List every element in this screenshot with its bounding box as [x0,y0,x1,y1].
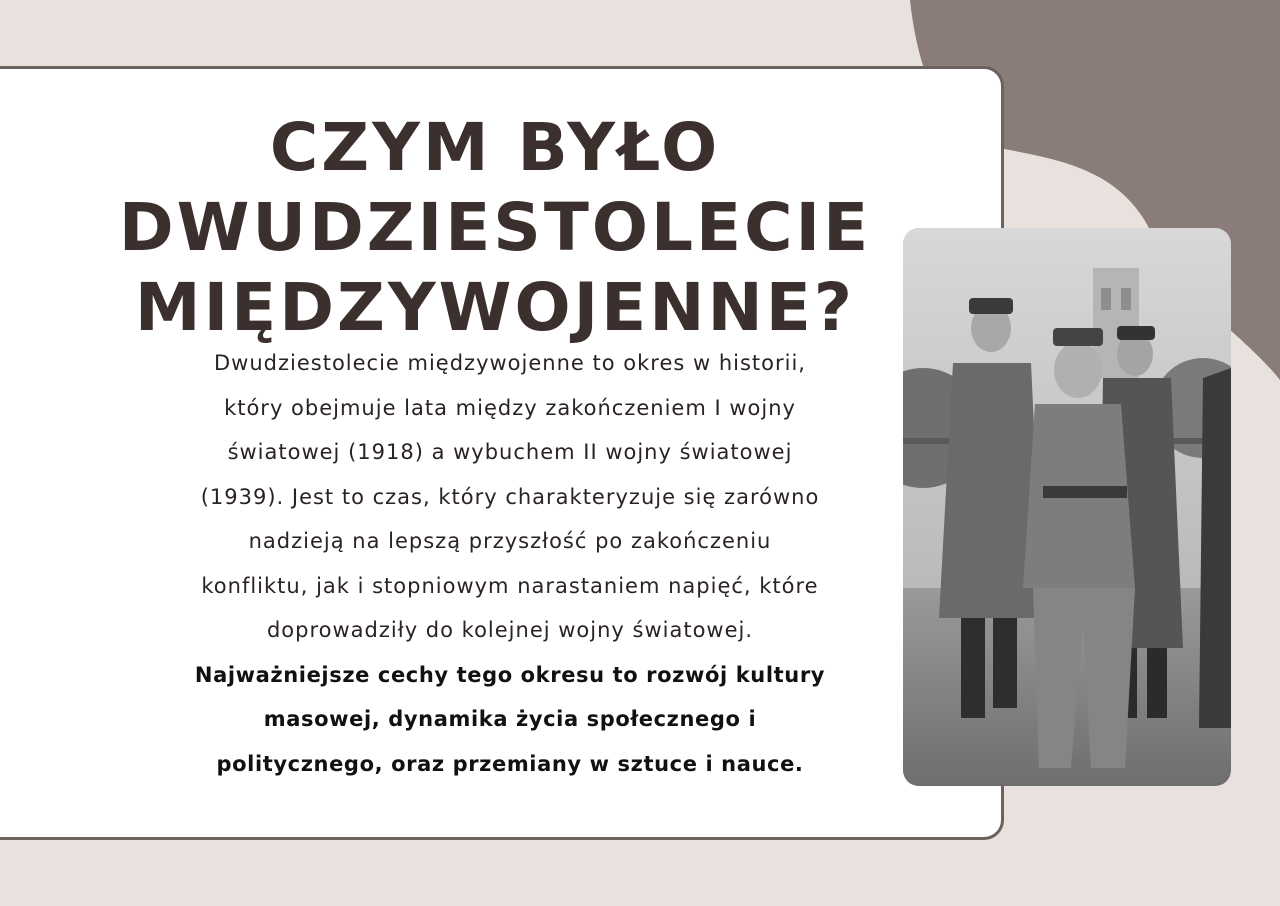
body-line: Dwudziestolecie międzywojenne to okres w historii, [214,351,806,375]
body-bold-line: politycznego, oraz przemiany w sztuce i nauce. [216,751,804,776]
body-line: światowej (1918) a wybuchem II wojny światowej [227,440,793,464]
title-line: DWUDZIESTOLECIE [118,189,872,266]
body-line: konfliktu, jak i stopniowym narastaniem napięć, które [201,573,819,598]
body-line: doprowadziły do kolejnej wojny światowej. [266,618,754,642]
historical-photo [903,228,1231,786]
title-line: MIĘDZYWOJENNE? [134,269,856,346]
body-line: nadzieją na lepszą przyszłość po zakończeniu [248,529,772,553]
body-bold-line: masowej, dynamika życia społecznego i [263,707,757,731]
title-line: CZYM BYŁO [269,109,721,186]
body-bold-line: Najważniejsze cechy tego okresu to rozwój kultury [194,662,826,687]
body-line: (1939). Jest to czas, który charakteryzuje się zarówno [200,484,820,509]
slide-body-text [60,341,960,786]
body-line: który obejmuje lata między zakończeniem I wojny [224,395,796,420]
slide-title [0,108,990,348]
